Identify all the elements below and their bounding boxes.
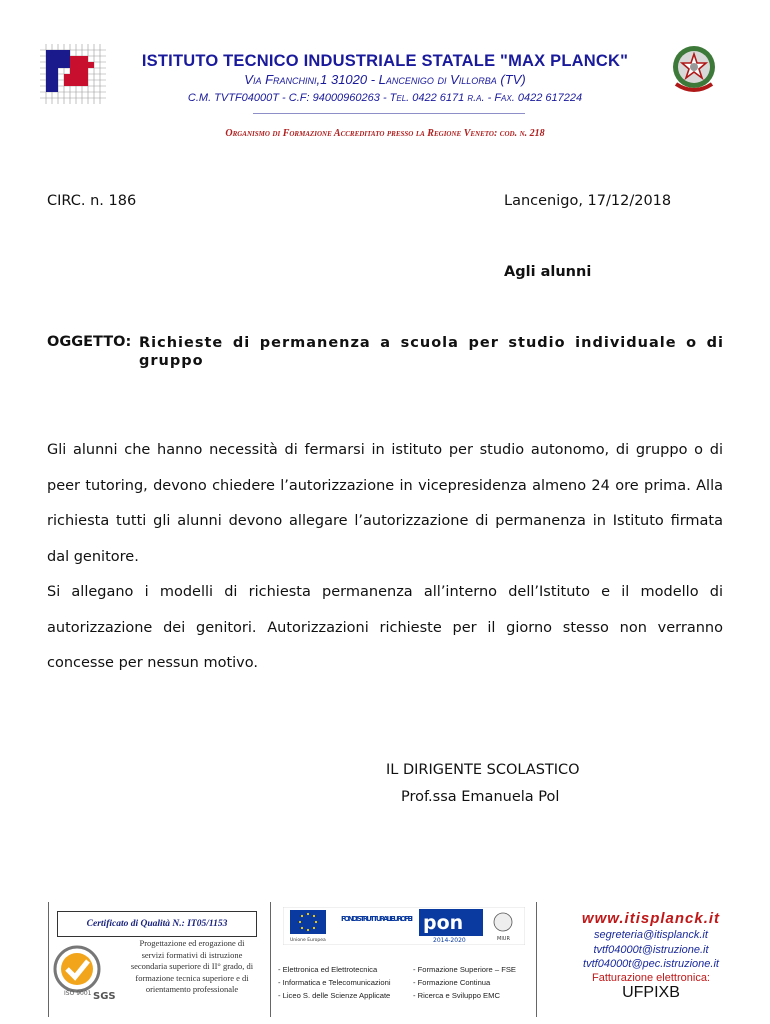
institute-codes: C.M. TVTF04000T - C.F: 94000960263 - Tel. 0422 6171 r.a. - Fax. 0422 617224 — [187, 92, 583, 104]
footer-divider — [48, 902, 49, 1017]
accreditation-note: Organismo di Formazione Accreditato presso la Regione Veneto: cod. n. 218 — [225, 128, 545, 139]
invoice-label: Fatturazione elettronica: — [591, 972, 710, 984]
pec-email-link[interactable]: tvtf04000t@pec.istruzione.it — [583, 958, 719, 970]
signature-name: Prof.ssa Emanuela Pol — [401, 789, 560, 805]
course-item: - Informatica e Telecomunicazioni — [278, 978, 391, 987]
footer-divider — [536, 902, 537, 1017]
republic-seal-icon — [494, 913, 512, 931]
footer-divider — [270, 902, 271, 1017]
pon-label: pon — [423, 912, 464, 934]
signature-title: IL DIRIGENTE SCOLASTICO — [386, 762, 580, 778]
header-divider — [253, 113, 525, 114]
email-link[interactable]: segreteria@itisplanck.it — [594, 929, 708, 941]
seal-iso-text: ISO 9001 — [64, 990, 92, 997]
body-paragraph-2: Si allegano i modelli di richiesta permanenza all’interno dell’Istituto e il modello di autorizzazione dei genitori. Autorizzazioni richieste per il giorno stesso non verranno concesse per nessun motivo. — [47, 584, 723, 672]
institute-name: ISTITUTO TECNICO INDUSTRIALE STATALE "MAX PLANCK" — [141, 52, 629, 70]
subject-text: Richieste di permanenza a scuola per studio individuale o di gruppo — [139, 335, 724, 369]
certificate-description: Progettazione ed erogazione di servizi formativi di istruzione secondaria superiore di II° grado, di formazione tecnica superiore e di orientamento professionale — [130, 938, 254, 994]
quality-certificate: Certificato di Qualità N.: IT05/1153 — [57, 911, 257, 937]
eu-label: Unione Europea — [290, 938, 326, 943]
body-paragraph-1: Gli alunni che hanno necessità di fermarsi in istituto per studio autonomo, di gruppo o di peer tutoring, devono chiedere l’autorizzazione in vicepresidenza almeno 24 ore prima. Alla richiesta tutti gli alunni devono allegare l’autorizzazione di permanenza in Istituto firmata dal genitore. — [47, 442, 723, 565]
fondi-label: FONDI STRUTTURALI EUROPEI — [341, 915, 413, 923]
place-date: Lancenigo, 17/12/2018 — [504, 193, 672, 209]
course-item: - Formazione Continua — [413, 978, 491, 987]
iso-certification-seal-icon — [53, 941, 123, 1005]
course-item: - Liceo S. delle Scienze Applicate — [278, 991, 391, 1000]
recipient: Agli alunni — [504, 264, 592, 280]
email-link[interactable]: tvtf04000t@istruzione.it — [593, 944, 709, 956]
invoice-code: UFPIXB — [622, 984, 680, 1001]
website-link[interactable]: www.itisplanck.it — [581, 910, 721, 927]
pon-years: 2014-2020 — [433, 937, 466, 944]
course-item: - Elettronica ed Elettrotecnica — [278, 965, 378, 974]
circular-number: CIRC. n. 186 — [47, 193, 137, 209]
institute-address: Via Franchini,1 31020 - Lancenigo di Villorba (TV) — [244, 72, 526, 87]
course-item: - Ricerca e Sviluppo EMC — [413, 991, 500, 1000]
miur-label: MIUR — [497, 936, 510, 942]
seal-sgs-text: SGS — [93, 991, 116, 1002]
subject-label: OGGETTO: — [47, 334, 132, 350]
eu-funds-banner — [283, 907, 525, 945]
course-item: - Formazione Superiore – FSE — [413, 965, 516, 974]
